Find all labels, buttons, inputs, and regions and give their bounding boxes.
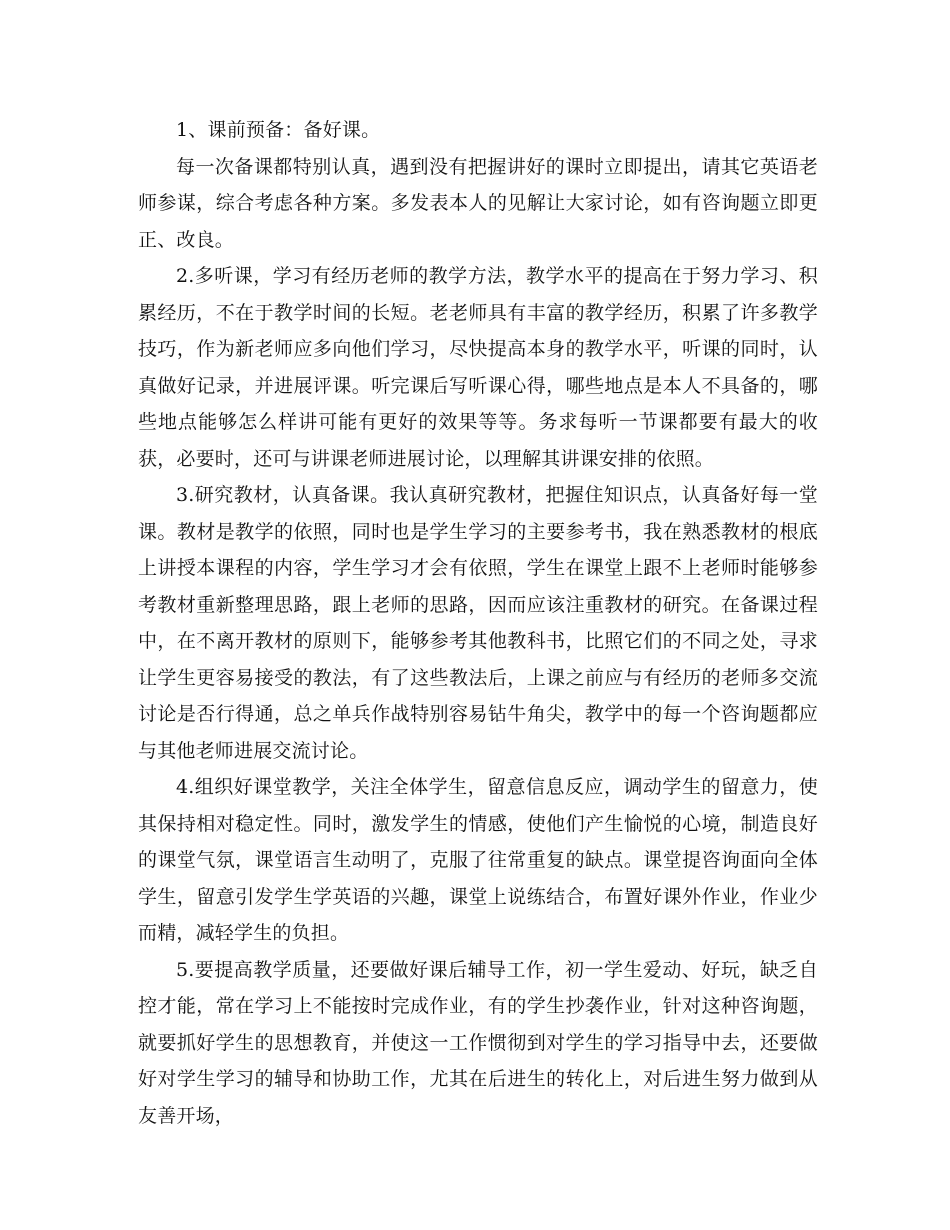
paragraph-6: 5.要提高教学质量，还要做好课后辅导工作，初一学生爱动、好玩，缺乏自控才能，常在学习上不能按时完成作业，有的学生抄袭作业，针对这种咨询题，就要抓好学生的思想教育，并使这一工作惯彻到对学生的学习指导中去，还要做好对学生学习的辅导和协助工作，尤其在后进生的转化上，对后进生努力做到从友善开场，	[138, 958, 818, 1127]
paragraph-3: 2.多听课，学习有经历老师的教学方法，教学水平的提高在于努力学习、积累经历，不在于教学时间的长短。老老师具有丰富的教学经历，积累了许多教学技巧，作为新老师应多向他们学习，尽快提高本身的教学水平，听课的同时，认真做好记录，并进展评课。听完课后写听课心得，哪些地点是本人不具备的，哪些地点能够怎么样讲可能有更好的效果等等。务求每听一节课都要有最大的收获，必要时，还可与讲课老师进展讨论，以理解其讲课安排的依照。	[138, 265, 818, 470]
document-body	[138, 112, 818, 1134]
paragraph-4: 3.研究教材，认真备课。我认真研究教材，把握住知识点，认真备好每一堂课。教材是教学的依照，同时也是学生学习的主要参考书，我在熟悉教材的根底上讲授本课程的内容，学生学习才会有依照，学生在课堂上跟不上老师时能够参考教材重新整理思路，跟上老师的思路，因而应该注重教材的研究。在备课过程中，在不离开教材的原则下，能够参考其他教科书，比照它们的不同之处，寻求让学生更容易接受的教法，有了这些教法后，上课之前应与有经历的老师多交流讨论是否行得通，总之单兵作战特别容易钻牛角尖，教学中的每一个咨询题都应与其他老师进展交流讨论。	[138, 484, 818, 762]
paragraph-1: 1、课前预备：备好课。	[176, 119, 381, 141]
paragraph-2: 每一次备课都特别认真，遇到没有把握讲好的课时立即提出，请其它英语老师参谋，综合考虑各种方案。多发表本人的见解让大家讨论，如有咨询题立即更正、改良。	[138, 155, 818, 251]
paragraph-5: 4.组织好课堂教学，关注全体学生，留意信息反应，调动学生的留意力，使其保持相对稳定性。同时，激发学生的情感，使他们产生愉悦的心境，制造良好的课堂气氛，课堂语言生动明了，克服了往常重复的缺点。课堂提咨询面向全体学生，留意引发学生学英语的兴趣，课堂上说练结合，布置好课外作业，作业少而精，减轻学生的负担。	[138, 776, 818, 944]
